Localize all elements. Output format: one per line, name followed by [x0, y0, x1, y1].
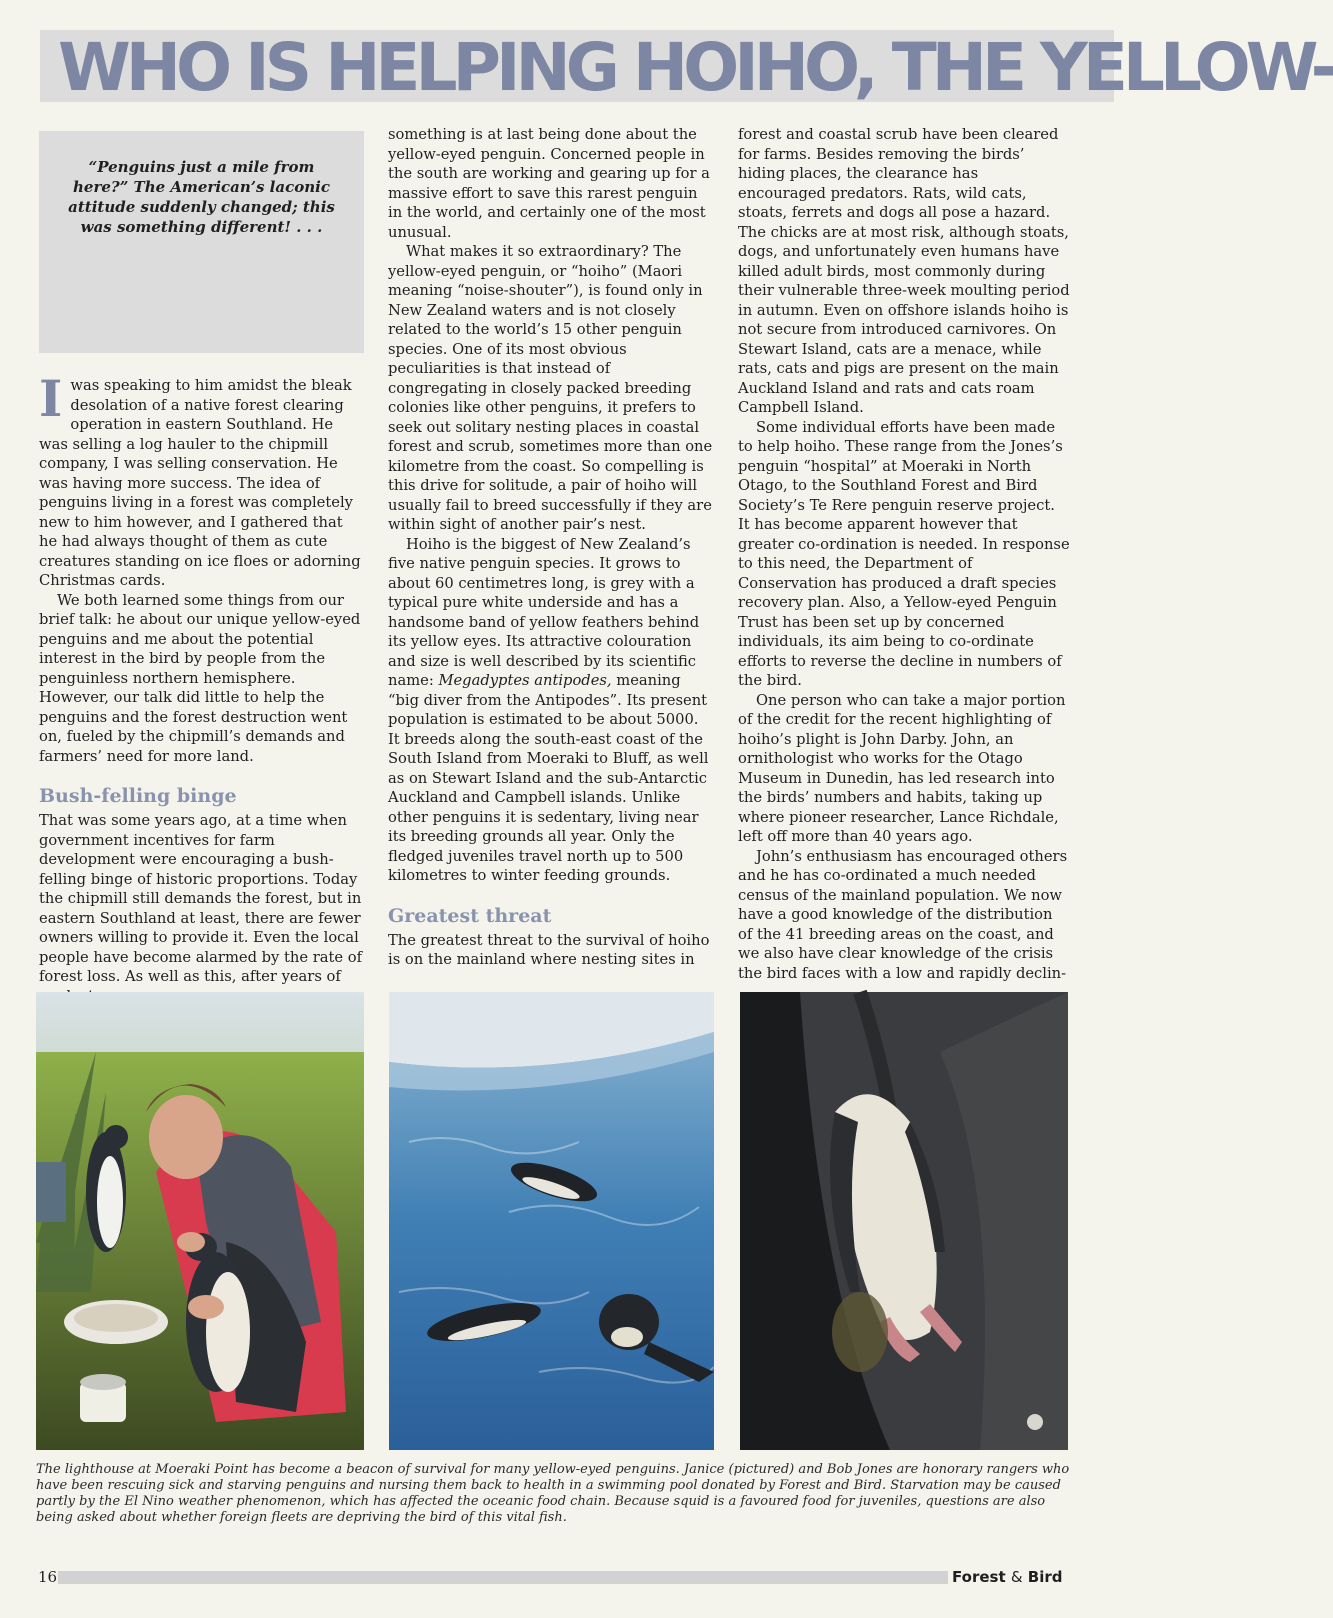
column2-paragraph-4: The greatest threat to the survival of hoiho is on the mainland where nesting sites in [388, 931, 710, 968]
column2-paragraph-1: something is at last being done about the yellow-eyed penguin. Concerned people in the south are working and gearing up for a massive effort to save this rarest penguin in the world, and certainly one of the most unusual. [388, 126, 710, 241]
column3-paragraph-2: Some individual efforts have been made to help hoiho. These range from the Jones’s penguin “hospital” at Moeraki in North Otago, to the Southland Forest and Bird Society’s Te Rere penguin reserve project. It has become apparent however that greater co-ordination is needed. In response to this need, the Department of Conservation has produced a draft species recovery plan. Also, a Yellow-eyed Penguin Trust has been set up by concerned individuals, its aim being to co-ordinate efforts to reverse the decline in numbers of the bird. [738, 418, 1070, 689]
magazine-name-ampersand: & [1010, 1568, 1023, 1586]
column1-paragraph-2: We both learned some things from our brief talk: he about our unique yellow-eyed penguins and me about the potential interest in the bird by people from the penguinless northern hemisphere. However, our talk did little to help the penguins and the forest destruction went on, fueled by the chipmill’s demands and farmers’ need for more land. [39, 591, 361, 765]
page-headline: WHO IS HELPING HOIHO, THE YELLOW- [58, 29, 1333, 106]
article-column-2 [388, 125, 714, 971]
column1-paragraph-1-text: was speaking to him amidst the bleak desolation of a native forest clearing operation in eastern Southland. He was selling a log hauler to the chipmill company, I was selling conservation. He was having more success. The idea of penguins living in a forest was completely new to him however, and I gathered that he had always thought of them as cute creatures standing on ice floes or adorning Christmas cards. [39, 377, 361, 589]
column2-paragraph-3 [388, 535, 714, 886]
photo-moulting-penguin [740, 992, 1068, 1450]
column1-paragraph-3: That was some years ago, at a time when government incentives for farm development were encouraging a bush-felling binge of historic proportions. Today the chipmill still demands the forest, but in eastern Southland at least, there are fewer owners willing to provide it. Even the local people have become alarmed by the rate of forest loss. As well as this, after years of [39, 812, 363, 985]
subhead-greatest-threat: Greatest threat [388, 904, 552, 927]
drop-cap: I [39, 369, 63, 428]
column2-paragraph-3-start: Hoiho is the biggest of New Zealand’s five native penguin species. It grows to about 60 centimetres long, is grey with a typical pure white underside and has a handsome band of yellow feathers behind its yellow eyes. Its attractive colouration and size is well described by its scientific name: [388, 535, 700, 689]
photo-ranger-feeding-penguins [36, 992, 364, 1450]
headline-bar [40, 29, 1333, 106]
column3-paragraph-1: forest and coastal scrub have been cleared for farms. Besides removing the birds’ hiding places, the clearance has encouraged predators. Rats, wild cats, stoats, ferrets and dogs all pose a hazard. The chicks are at most risk, although stoats, dogs, and unfortunately even humans have killed adult birds, most commonly during their vulnerable three-week moulting period in autumn. Even on offshore islands hoiho is not secure from introduced carnivores. On Stewart Island, cats are a menace, while rats, cats and pigs are present on the main Auckland Island and rats and cats roam Campbell Island. [738, 126, 1070, 416]
column3-paragraph-4: John’s enthusiasm has encouraged others and he has co-ordinated a much needed census of the mainland population. We now have a good knowledge of the distribution of the 41 breeding areas on the coast, and we also have clear knowledge of the crisis the bird faces with a low and rapidly declin- [738, 847, 1068, 982]
pullquote: “Penguins just a mile from here?” The American’s laconic attitude suddenly changed; this was something different! . . . [68, 158, 335, 236]
page-number: 16 [38, 1568, 58, 1586]
column1-paragraph-1 [39, 369, 364, 591]
scientific-name: Megadyptes antipodes, [438, 672, 612, 689]
magazine-name [952, 1568, 1063, 1586]
pullquote-box [39, 131, 364, 353]
photo-penguins-in-pool [389, 992, 714, 1450]
column2-paragraph-3-end: meaning “big diver from the Antipodes”. Its present population is estimated to be about 5000. It breeds along the south-east coast of the South Island from Moeraki to Bluff, as well as on Stewart Island and the sub-Antarctic Auckland and Campbell islands. Unlike other penguins it is sedentary, living near its breeding grounds all year. Only the fledged juveniles travel north up to 500 kilometres to winter feeding grounds. [388, 672, 709, 884]
photo-caption: The lighthouse at Moeraki Point has become a beacon of survival for many yellow-eyed penguins. Janice (pictured) and Bob Jones are honorary rangers who have been rescuing sick and starving penguins and nursing them back to health in a swimming pool donated by Forest and Bird. Starvation may be caused partly by the El Nino weather phenomenon, which has affected the oceanic food chain. Because squid is a favoured food for juveniles, questions are also being asked about whether foreign fleets are depriving the bird of this vital fish. [36, 1462, 1070, 1525]
magazine-name-forest: Forest [952, 1568, 1006, 1586]
magazine-name-bird: Bird [1027, 1568, 1063, 1586]
article-column-1 [39, 369, 364, 985]
column2-paragraph-2: What makes it so extraordinary? The yellow-eyed penguin, or “hoiho” (Maori meaning “noise-shouter”), is found only in New Zealand waters and is not closely related to the world’s 15 other penguin species. One of its most obvious peculiarities is that instead of congregating in closely packed breeding colonies like other penguins, it prefers to seek out solitary nesting places in coastal forest and scrub, sometimes more than one kilometre from the coast. So compelling is this drive for solitude, a pair of hoiho will usually fail to breed successfully if they are within sight of another pair’s nest. [388, 243, 713, 533]
subhead-bush-felling: Bush-felling binge [39, 785, 237, 807]
footer-rule [58, 1571, 948, 1584]
article-column-3 [738, 125, 1070, 982]
column3-paragraph-3: One person who can take a major portion of the credit for the recent highlighting of hoiho’s plight is John Darby. John, an ornithologist who works for the Otago Museum in Dunedin, has led research into the birds’ numbers and habits, taking up where pioneer researcher, Lance Richdale, left off more than 40 years ago. [738, 691, 1066, 845]
